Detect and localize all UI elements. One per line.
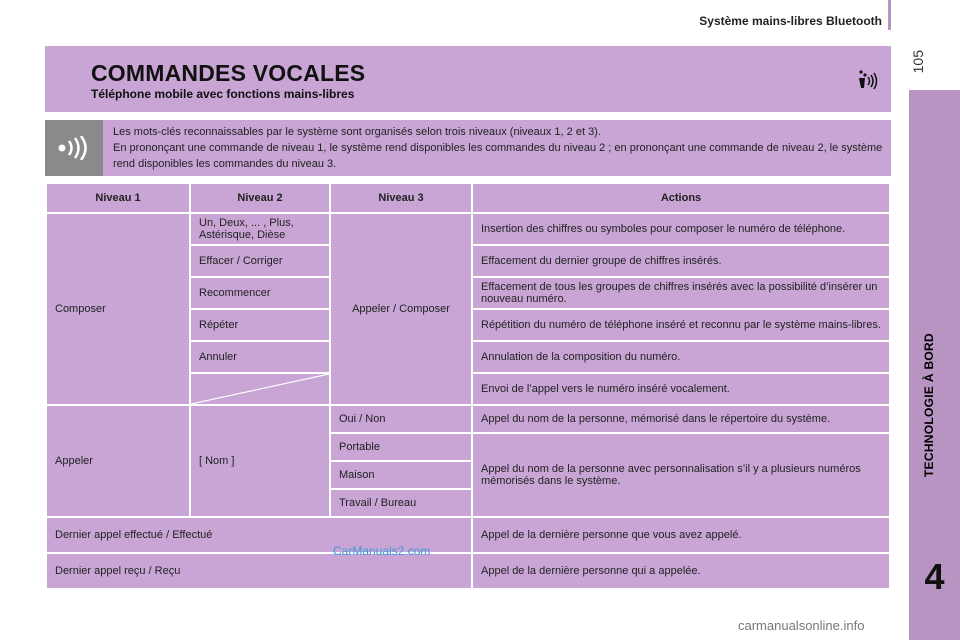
header-level2: Niveau 2 <box>191 184 329 212</box>
table-row <box>47 518 889 552</box>
level2-cell: Recommencer <box>191 278 329 308</box>
action-cell: Appel de la dernière personne que vous avez appelé. <box>473 518 889 552</box>
table-header-row <box>47 184 889 212</box>
speaker-sound-icon <box>45 120 103 176</box>
empty-level2-cell <box>191 374 329 404</box>
action-cell: Effacement du dernier groupe de chiffres insérés. <box>473 246 889 276</box>
voice-command-icon <box>855 68 879 92</box>
level3-cell: Oui / Non <box>331 406 471 432</box>
header-divider <box>888 0 891 30</box>
action-cell: Appel de la dernière personne qui a appelée. <box>473 554 889 588</box>
level2-cell: Effacer / Corriger <box>191 246 329 276</box>
page-subtitle: Téléphone mobile avec fonctions mains-libres <box>91 87 355 101</box>
appeler-level1: Appeler <box>47 406 189 516</box>
appeler-level2: [ Nom ] <box>191 406 329 516</box>
voice-commands-table <box>45 182 891 590</box>
composer-level3: Appeler / Composer <box>331 214 471 404</box>
section-label: TECHNOLOGIE À BORD <box>922 332 936 478</box>
composer-level1: Composer <box>47 214 189 404</box>
header-level1: Niveau 1 <box>47 184 189 212</box>
action-cell: Annulation de la composition du numéro. <box>473 342 889 372</box>
command-cell: Dernier appel effectué / Effectué <box>47 518 471 552</box>
table-row <box>47 554 889 588</box>
action-cell: Insertion des chiffres ou symboles pour composer le numéro de téléphone. <box>473 214 889 244</box>
level3-cell: Travail / Bureau <box>331 490 471 516</box>
action-cell: Envoi de l’appel vers le numéro inséré vocalement. <box>473 374 889 404</box>
page-header-title: Système mains-libres Bluetooth <box>699 14 882 28</box>
level3-cell: Maison <box>331 462 471 488</box>
page-number: 105 <box>910 50 926 74</box>
level2-cell: Un, Deux, ... , Plus, Astérisque, Dièse <box>191 214 329 244</box>
watermark-text: carmanualsonline.info <box>738 618 865 633</box>
level2-cell: Répéter <box>191 310 329 340</box>
title-banner <box>45 46 891 112</box>
page-title: COMMANDES VOCALES <box>91 60 366 86</box>
chapter-number: 4 <box>924 556 945 597</box>
diagonal-slash <box>191 374 329 404</box>
action-cell: Effacement de tous les groupes de chiffres insérés avec la possibilité d’insérer un nouveau numéro. <box>473 278 889 308</box>
level2-cell: Annuler <box>191 342 329 372</box>
watermark-link[interactable]: CarManuals2.com <box>333 544 431 558</box>
level3-cell: Portable <box>331 434 471 460</box>
header-level3: Niveau 3 <box>331 184 471 212</box>
command-cell: Dernier appel reçu / Reçu <box>47 554 471 588</box>
table-row <box>47 406 889 432</box>
header-actions: Actions <box>473 184 889 212</box>
info-text: Les mots-clés reconnaissables par le système sont organisés selon trois niveaux (niveaux 1, 2 et 3). En prononçant une commande de niveau 1, le système rend disponibles les commandes du niveau 2 ; en prononçant une commande de niveau 2, le système rend disponibles les commandes du niveau 3. <box>113 126 883 170</box>
info-box <box>45 120 891 176</box>
action-cell: Appel du nom de la personne, mémorisé dans le répertoire du système. <box>473 406 889 432</box>
action-cell: Répétition du numéro de téléphone inséré et reconnu par le système mains-libres. <box>473 310 889 340</box>
table-row <box>47 214 889 244</box>
action-cell: Appel du nom de la personne avec personnalisation s’il y a plusieurs numéros mémorisés dans le système. <box>473 434 889 516</box>
